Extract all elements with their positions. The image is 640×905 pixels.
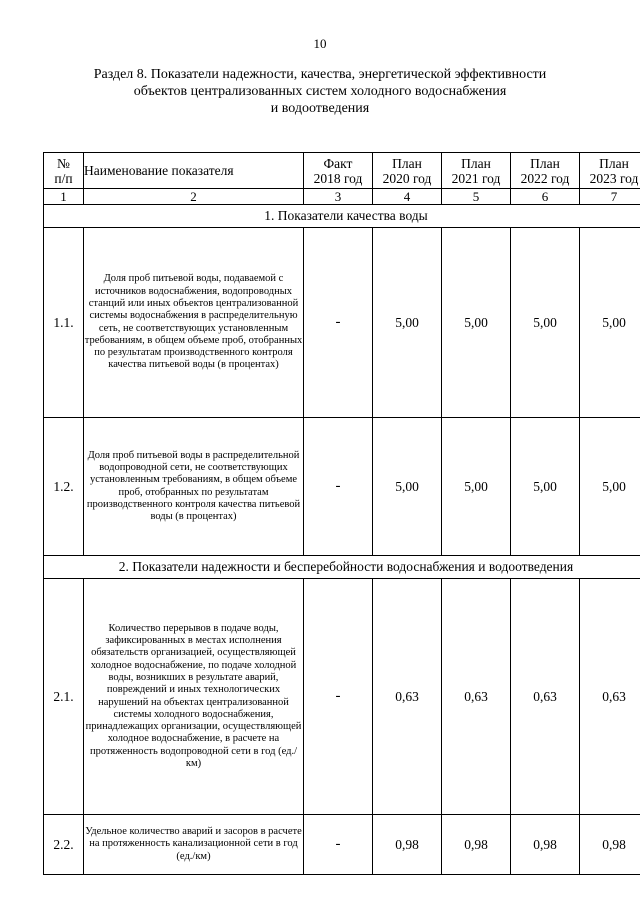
header-plan2021-line2: 2021 год xyxy=(451,170,501,186)
plan-2022-value: 0,98 xyxy=(511,815,580,875)
column-number: 6 xyxy=(511,189,580,205)
header-plan-2022 xyxy=(511,153,580,189)
row-number: 1.2. xyxy=(44,418,84,556)
header-plan2023-line1: План xyxy=(599,155,629,171)
column-number: 2 xyxy=(84,189,304,205)
section-row xyxy=(44,205,640,228)
indicator-name: Количество перерывов в подаче воды, зафиксированных в местах исполнения обязательств организацией, осуществляющей холодное водоснабжение, по подаче холодной воды, возникших в результате аварий, повреждений и иных технологических нарушений на объектах централизованной системы холодного водоснабжения, принадлежащих организации, осуществляющей холодное водоснабжение, в расчете на протяженность водопроводной сети в год (ед./км) xyxy=(84,579,304,815)
table-row xyxy=(44,579,640,815)
indicator-name: Доля проб питьевой воды, подаваемой с источников водоснабжения, водопроводных станций или иных объектов централизованной системы водоснабжения в распределительную сеть, не соответствующих установленным требованиям, в общем объеме проб, отобранных по результатам производственного контроля качества питьевой воды (в процентах) xyxy=(84,228,304,418)
plan-2021-value: 0,98 xyxy=(442,815,511,875)
plan-2023-value: 0,98 xyxy=(580,815,640,875)
plan-2021-value: 5,00 xyxy=(442,228,511,418)
plan-2022-value: 0,63 xyxy=(511,579,580,815)
plan-2022-value: 5,00 xyxy=(511,228,580,418)
column-number: 7 xyxy=(580,189,640,205)
indicator-name: Удельное количество аварий и засоров в расчете на протяженность канализационной сети в год (ед./км) xyxy=(84,815,304,875)
plan-2021-value: 0,63 xyxy=(442,579,511,815)
title-line-1: Раздел 8. Показатели надежности, качества, энергетической эффективности xyxy=(93,67,547,82)
table-row xyxy=(44,228,640,418)
table-row xyxy=(44,815,640,875)
indicator-name: Доля проб питьевой воды в распределительной водопроводной сети, не соответствующих установленным требованиям, в общем объеме проб, отобранных по результатам производственного контроля качества питьевой воды (в процентах) xyxy=(84,418,304,556)
table-row xyxy=(44,418,640,556)
header-number-line1: № xyxy=(57,155,70,171)
header-plan2023-line2: 2023 год xyxy=(589,170,639,186)
plan-2020-value: 5,00 xyxy=(373,228,442,418)
header-plan2022-line1: План xyxy=(530,155,560,171)
fact-2018-value: - xyxy=(304,418,373,556)
plan-2023-value: 5,00 xyxy=(580,418,640,556)
document-title xyxy=(60,66,580,117)
plan-2020-value: 5,00 xyxy=(373,418,442,556)
header-plan-2023 xyxy=(580,153,640,189)
section-heading-water-quality: 1. Показатели качества воды xyxy=(44,205,640,228)
header-number-line2: п/п xyxy=(54,170,73,186)
plan-2021-value: 5,00 xyxy=(442,418,511,556)
fact-2018-value: - xyxy=(304,228,373,418)
row-number: 2.2. xyxy=(44,815,84,875)
column-number: 4 xyxy=(373,189,442,205)
title-line-3: и водоотведения xyxy=(270,101,370,116)
header-fact-2018 xyxy=(304,153,373,189)
plan-2022-value: 5,00 xyxy=(511,418,580,556)
column-number: 5 xyxy=(442,189,511,205)
section-row xyxy=(44,556,640,579)
title-line-2: объектов централизованных систем холодного водоснабжения xyxy=(133,84,507,99)
header-fact-line1: Факт xyxy=(323,155,353,171)
fact-2018-value: - xyxy=(304,815,373,875)
header-plan2022-line2: 2022 год xyxy=(520,170,570,186)
plan-2023-value: 0,63 xyxy=(580,579,640,815)
header-indicator-name: Наименование показателя xyxy=(84,153,304,189)
page-number: 10 xyxy=(313,36,327,51)
plan-2020-value: 0,63 xyxy=(373,579,442,815)
header-number xyxy=(44,153,84,189)
table-header-row xyxy=(44,153,640,189)
header-plan-2021 xyxy=(442,153,511,189)
column-number: 1 xyxy=(44,189,84,205)
header-fact-line2: 2018 год xyxy=(313,170,363,186)
section-heading-reliability: 2. Показатели надежности и бесперебойности водоснабжения и водоотведения xyxy=(44,556,640,579)
plan-2020-value: 0,98 xyxy=(373,815,442,875)
header-plan2020-line1: План xyxy=(392,155,422,171)
header-plan2021-line1: План xyxy=(461,155,491,171)
indicators-table xyxy=(43,152,640,875)
header-plan-2020 xyxy=(373,153,442,189)
header-plan2020-line2: 2020 год xyxy=(382,170,432,186)
row-number: 2.1. xyxy=(44,579,84,815)
column-number: 3 xyxy=(304,189,373,205)
plan-2023-value: 5,00 xyxy=(580,228,640,418)
fact-2018-value: - xyxy=(304,579,373,815)
column-number-row xyxy=(44,189,640,205)
row-number: 1.1. xyxy=(44,228,84,418)
